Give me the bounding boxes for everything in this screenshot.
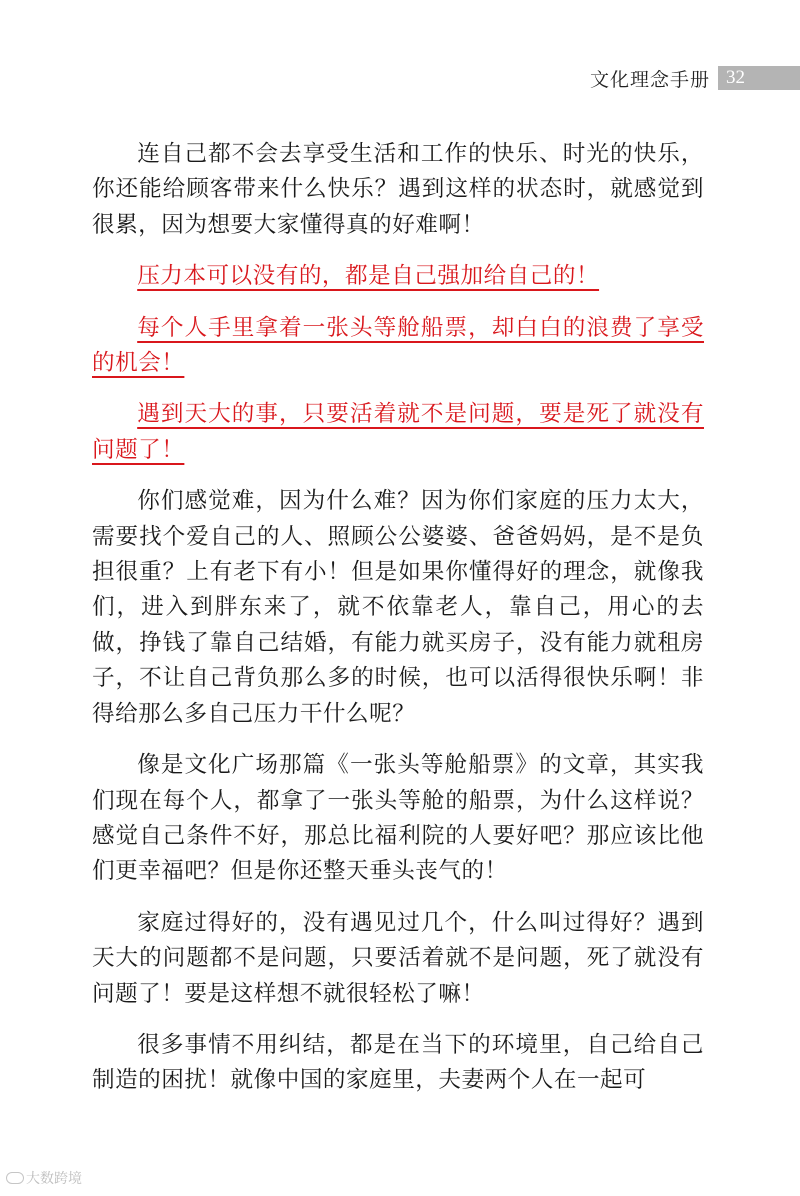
- highlight-quote-1-text: 压力本可以没有的，都是自己强加给自己的！: [137, 263, 600, 290]
- paragraph-3: 像是文化广场那篇《一张头等舱船票》的文章，其实我们现在每个人，都拿了一张头等舱的船票，为什么这样说？感觉自己条件不好，那总比福利院的人要好吧？那应该比他们更幸福吧？但是你还整天垂头丧气的！: [92, 752, 704, 885]
- book-title: 文化理念手册: [589, 68, 710, 91]
- page-number: 32: [718, 66, 800, 90]
- highlight-quote-2: [92, 311, 704, 382]
- watermark: [6, 1168, 82, 1188]
- highlight-quote-3-text: 遇到天大的事，只要活着就不是问题，要是死了就没有问题了！: [92, 401, 704, 463]
- paragraph-4: 家庭过得好的，没有遇见过几个，什么叫过得好？遇到天大的问题都不是问题，只要活着就不是问题，死了就没有问题了！要是这样想不就很轻松了嘛！: [92, 909, 704, 1007]
- watermark-text: 大数跨境: [26, 1171, 82, 1187]
- paragraph-2: 你们感觉难，因为什么难？因为你们家庭的压力太大，需要找个爱自己的人、照顾公公婆婆、爸爸妈妈，是不是负担很重？上有老下有小！但是如果你懂得好的理念，就像我们，进入到胖东来了，就不依靠老人，靠自己，用心的去做，挣钱了靠自己结婚，有能力就买房子，没有能力就租房子，不让自己背负那么多的时候，也可以活得很快乐啊！非得给那么多自己压力干什么呢？: [92, 488, 704, 727]
- paragraph-1: 连自己都不会去享受生活和工作的快乐、时光的快乐，你还能给顾客带来什么快乐？遇到这样的状态时，就感觉到很累，因为想要大家懂得真的好难啊！: [92, 141, 704, 238]
- highlight-quote-2-text: 每个人手里拿着一张头等舱船票，却白白的浪费了享受的机会！: [92, 314, 704, 377]
- highlight-quote-3: [92, 397, 704, 468]
- paragraph-5: 很多事情不用纠结，都是在当下的环境里，自己给自己制造的困扰！就像中国的家庭里，夫妻两个人在一起可: [92, 1031, 704, 1094]
- page-header: [590, 66, 800, 90]
- page-body: [92, 137, 704, 1115]
- watermark-logo-icon: [6, 1172, 24, 1184]
- highlight-quote-1: [92, 259, 704, 294]
